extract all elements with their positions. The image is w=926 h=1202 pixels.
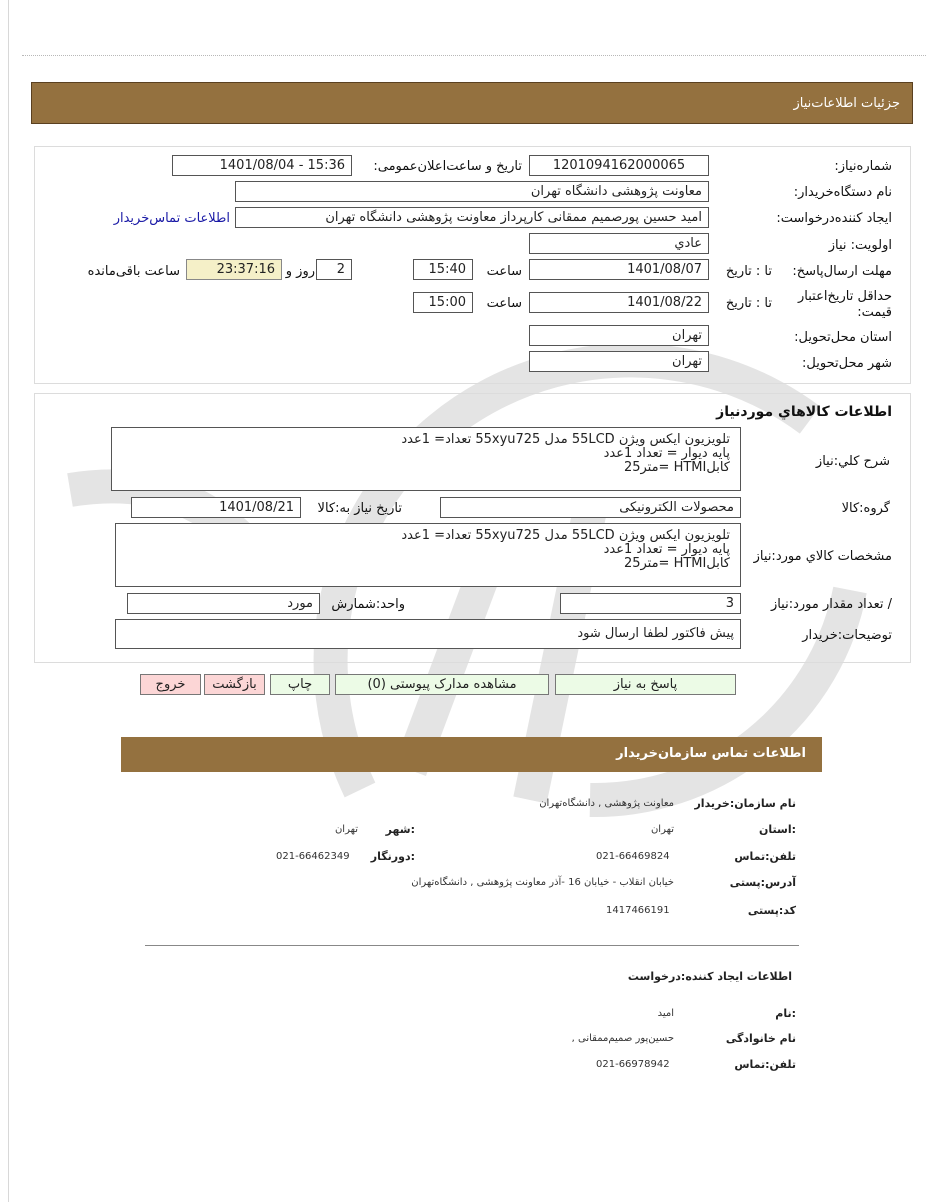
announce-datetime-field: 1401/08/04 - 15:36 <box>172 155 352 176</box>
goods-group-field: محصولات الکترونیکی <box>440 497 741 518</box>
creator-last-name-label: نام خانوادگی <box>725 1032 796 1045</box>
contact-address-label: آدرس‌:پستی <box>729 876 796 889</box>
creator-phone-value: 021-66978942 <box>596 1059 670 1070</box>
city-field: تهران <box>529 351 709 372</box>
creator-section-title: اطلاعات ایجاد کننده‌:درخواست <box>627 970 792 983</box>
goods-specs-label: مشخصات کالاي مورد:نیاز <box>753 549 892 564</box>
goods-group-label: گروه:کالا <box>841 501 890 516</box>
response-deadline-label: مهلت ارسال‌پاسخ: <box>792 264 892 279</box>
price-validity-time-field: 15:00 <box>413 292 473 313</box>
city-label: شهر محل‌تحویل: <box>802 356 892 371</box>
response-deadline-time-field: 15:40 <box>413 259 473 280</box>
page-left-border <box>8 0 9 1202</box>
contact-phone-value: 021-66469824 <box>596 851 670 862</box>
priority-label: اولویت: نیاز <box>828 238 892 253</box>
priority-field: عادي <box>529 233 709 254</box>
contact-org-name-label: نام سازمان‌:خریدار <box>694 797 796 810</box>
requester-field: امید حسین پورصمیم ممقانی کارپرداز معاونت پژوهشی دانشگاه تهران <box>235 207 709 228</box>
exit-button[interactable]: خروج <box>140 674 201 695</box>
need-date-label: تاریخ نیاز به:کالا <box>317 501 402 516</box>
remaining-time-label: ساعت باقی‌مانده <box>87 264 180 279</box>
province-field: تهران <box>529 325 709 346</box>
details-header-title: جزئیات اطلاعات‌نیاز <box>793 96 900 111</box>
contact-divider <box>145 945 799 946</box>
contact-address-value: خیابان انقلاب - خیابان 16 -آذر معاونت پژوهشی , دانشگاه‌تهران <box>411 877 674 888</box>
contact-postal-value: 1417466191 <box>606 905 670 916</box>
back-button[interactable]: بازگشت <box>204 674 265 695</box>
creator-phone-label: تلفن‌:تماس <box>734 1058 796 1071</box>
contact-postal-label: کد‌:پستی <box>747 904 796 917</box>
price-validity-time-label: ساعت <box>486 296 522 311</box>
print-button[interactable]: چاپ <box>270 674 330 695</box>
contact-phone-label: تلفن‌:تماس <box>734 850 796 863</box>
buyer-contact-link[interactable]: اطلاعات تماس‌خریدار <box>113 211 230 226</box>
top-dotted-divider <box>22 55 926 56</box>
creator-first-name-label: :نام <box>775 1007 796 1020</box>
need-number-field: 1201094162000065 <box>529 155 709 176</box>
contact-city-label: :شهر <box>385 823 415 836</box>
unit-field: مورد <box>127 593 320 614</box>
contact-fax-value: 021-66462349 <box>276 851 350 862</box>
response-deadline-time-label: ساعت <box>486 264 522 279</box>
price-validity-date-field: 1401/08/22 <box>529 292 709 313</box>
requester-label: ایجاد کننده‌درخواست: <box>776 211 892 226</box>
buyer-notes-label: توضیحات:خریدار <box>802 628 892 643</box>
buyer-contact-header-bar <box>121 737 822 772</box>
buyer-org-field: معاونت پژوهشی دانشگاه تهران <box>235 181 709 202</box>
respond-button[interactable]: پاسخ به نیاز <box>555 674 736 695</box>
goods-section-title: اطلاعات کالاهاي موردنیاز <box>716 404 892 420</box>
response-deadline-to-date-label: تا : تاریخ <box>725 264 772 279</box>
need-number-label: شماره‌نیاز: <box>834 159 892 174</box>
contact-org-name-value: معاونت پژوهشی , دانشگاه‌تهران <box>539 798 674 809</box>
remaining-time-field: 23:37:16 <box>186 259 282 280</box>
price-validity-to-date-label: تا : تاریخ <box>725 296 772 311</box>
price-validity-label-line1: حداقل تاریخ‌اعتبار <box>798 289 892 304</box>
creator-first-name-value: امید <box>657 1008 674 1019</box>
view-attachments-button[interactable]: مشاهده مدارک پیوستی (0) <box>335 674 549 695</box>
buyer-notes-field: پیش فاکتور لطفا ارسال شود <box>115 619 741 649</box>
announce-datetime-label: تاریخ و ساعت‌اعلان‌عمومی: <box>373 159 522 174</box>
details-header-bar <box>31 82 913 124</box>
creator-last-name-value: حسین‌پور صمیم‌ممقانی , <box>571 1033 674 1044</box>
province-label: استان محل‌تحویل: <box>794 330 892 345</box>
unit-label: واحد:شمارش <box>331 597 405 612</box>
response-deadline-date-field: 1401/08/07 <box>529 259 709 280</box>
buyer-contact-header-title: اطلاعات تماس سازمان‌خریدار <box>616 746 806 761</box>
buyer-org-label: نام دستگاه‌خریدار: <box>793 185 892 200</box>
goods-specs-box: تلویزیون ایکس ویژن 55LCD مدل 55xyu725 تعداد= 1عدد پایه دیوار = تعداد 1عدد کابلHTMI =متر25 <box>115 523 741 587</box>
quantity-field: 3 <box>560 593 741 614</box>
need-date-field: 1401/08/21 <box>131 497 301 518</box>
response-days-label: روز و <box>285 264 315 279</box>
contact-fax-label: :دورنگار <box>370 850 415 863</box>
general-desc-label: شرح کلي:نیاز <box>815 454 890 469</box>
contact-province-value: تهران <box>650 824 674 835</box>
response-days-field: 2 <box>316 259 352 280</box>
contact-city-value: تهران <box>334 824 358 835</box>
contact-province-label: :استان <box>759 823 796 836</box>
price-validity-label-line2: قیمت: <box>857 305 892 320</box>
quantity-label: / تعداد مقدار مورد:نیاز <box>770 597 892 612</box>
general-desc-box: تلویزیون ایکس ویژن 55LCD مدل 55xyu725 تعداد= 1عدد پایه دیوار = تعداد 1عدد کابلHTMI =متر25 <box>111 427 741 491</box>
